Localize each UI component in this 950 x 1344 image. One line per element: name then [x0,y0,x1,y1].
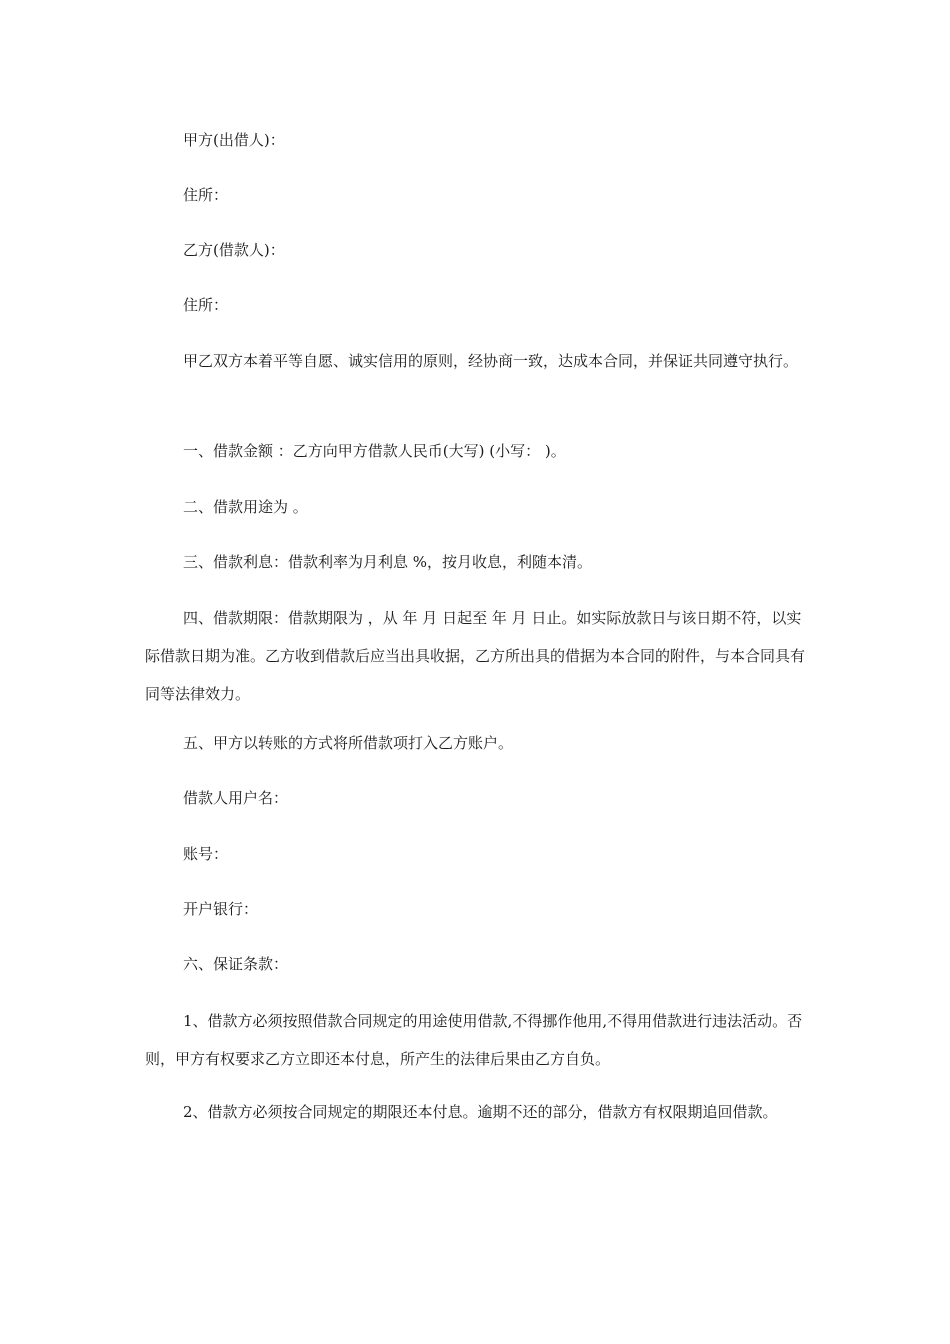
borrower-address-label: 住所： [183,296,229,314]
guarantee-item-1: 1、借款方必须按照借款合同规定的用途使用借款,不得挪作他用,不得用借款进行违法活动。否则，甲方有权要求乙方立即还本付息，所产生的法律后果由乙方自负。 [145,1012,803,1068]
clause-loan-term: 四、借款期限：借款期限为 ，从 年 月 日起至 年 月 日止。如实际放款日与该日期不符，以实际借款日期为准。乙方收到借款后应当出具收据，乙方所出具的借据为本合同的附件，与本合同具有同等法律效力。 [145,609,806,703]
preamble-paragraph: 甲乙双方本着平等自愿、诚实信用的原则，经协商一致，达成本合同，并保证共同遵守执行。 [183,352,799,370]
clause-loan-purpose: 二、借款用途为 。 [183,498,308,516]
lender-address-label: 住所： [183,186,229,204]
borrower-label: 乙方(借款人)： [183,241,285,259]
guarantee-item-2: 2、借款方必须按合同规定的期限还本付息。逾期不还的部分，借款方有权限期追回借款。 [183,1103,778,1121]
clause-guarantee-heading: 六、保证条款： [183,955,289,973]
account-number-label: 账号： [183,845,229,863]
clause-loan-amount: 一、借款金额 ：乙方向甲方借款人民币(大写) (小写： )。 [183,442,566,460]
clause-loan-interest: 三、借款利息：借款利率为月利息 %，按月收息，利随本清。 [183,553,593,571]
account-name-label: 借款人用户名： [183,789,289,807]
lender-label: 甲方(出借人)： [183,131,285,149]
bank-label: 开户银行： [183,900,259,918]
clause-transfer: 五、甲方以转账的方式将所借款项打入乙方账户。 [183,734,514,752]
